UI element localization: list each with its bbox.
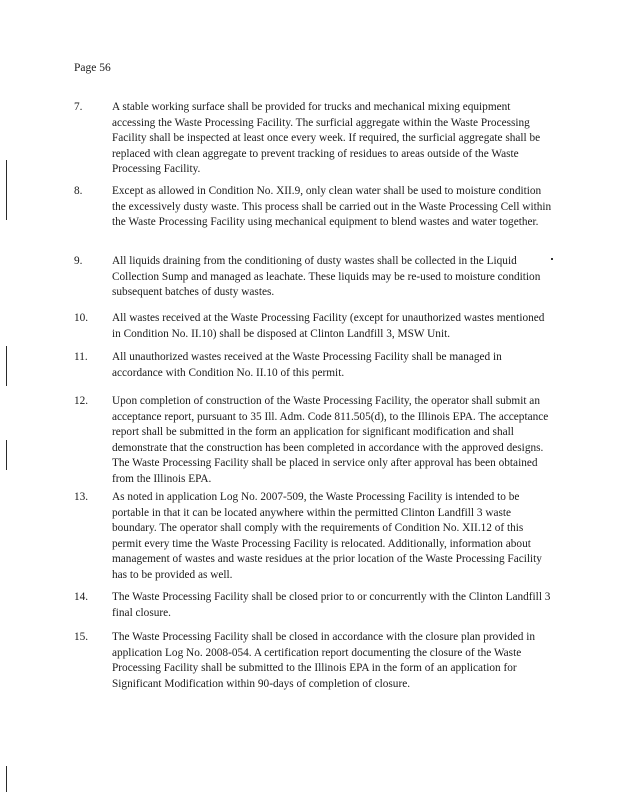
condition-number: 10. [74,312,89,324]
condition-number: 13. [74,491,89,503]
page-number: Page 56 [74,62,111,74]
condition-number: 11. [74,351,88,363]
margin-line [6,440,7,470]
condition-text: Upon completion of construction of the Waste Processing Facility, the operator shall submit an acceptance report, pursuant to 35 Ill. Adm. Code 811.505(d), to the Illinois EPA. The acceptance report shall be submitted in the form an application for significant modification and shall demonstrate that the construction has been completed in accordance with the approved designs. The Waste Processing Facility shall be placed in service only after approval has been obtained from the Illinois EPA. [112,395,549,485]
condition-number: 15. [74,631,89,643]
condition-number: 9. [74,255,83,267]
margin-line [6,346,7,386]
condition-text: All wastes received at the Waste Processing Facility (except for unauthorized wastes mentioned in Condition No. II.10) shall be disposed at Clinton Landfill 3, MSW Unit. [112,312,545,340]
condition-text: All liquids draining from the conditioning of dusty wastes shall be collected in the Liquid Collection Sump and managed as leachate. These liquids may be re-used to moisture condition subsequent batches of dusty wastes. [112,255,541,299]
condition-number: 12. [74,395,89,407]
condition-text: A stable working surface shall be provided for trucks and mechanical mixing equipment accessing the Waste Processing Facility. The surficial aggregate within the Waste Processing Facility shall be inspected at least once every week. If required, the surficial aggregate shall be replaced with clean aggregate to prevent tracking of residues to areas outside of the Waste Processing Facility. [112,101,541,176]
condition-text: The Waste Processing Facility shall be closed prior to or concurrently with the Clinton Landfill 3 final closure. [112,591,551,619]
condition-text: Except as allowed in Condition No. XII.9, only clean water shall be used to moisture condition the excessively dusty waste. This process shall be carried out in the Waste Processing Cell within the Waste Processing Facility using mechanical equipment to blend wastes and water together. [112,185,552,229]
condition-text: All unauthorized wastes received at the Waste Processing Facility shall be managed in accordance with Condition No. II.10 of this permit. [112,351,502,379]
condition-number: 7. [74,101,83,113]
condition-number: 14. [74,591,89,603]
margin-line [6,766,7,792]
margin-line [6,160,7,220]
condition-text: The Waste Processing Facility shall be closed in accordance with the closure plan provided in application Log No. 2008-054. A certification report documenting the closure of the Waste Processing Facility shall be submitted to the Illinois EPA in the form of an application for Significant Modification within 90-days of completion of closure. [112,631,536,690]
condition-number: 8. [74,185,83,197]
condition-text: As noted in application Log No. 2007-509, the Waste Processing Facility is intended to be portable in that it can be located anywhere within the permitted Clinton Landfill 3 waste boundary. The operator shall comply with the requirements of Condition No. XII.12 of this permit every time the Waste Processing Facility is relocated. Additionally, information about management of wastes and waste residues at the prior location of the Waste Processing Facility has to be provided as well. [112,491,542,581]
